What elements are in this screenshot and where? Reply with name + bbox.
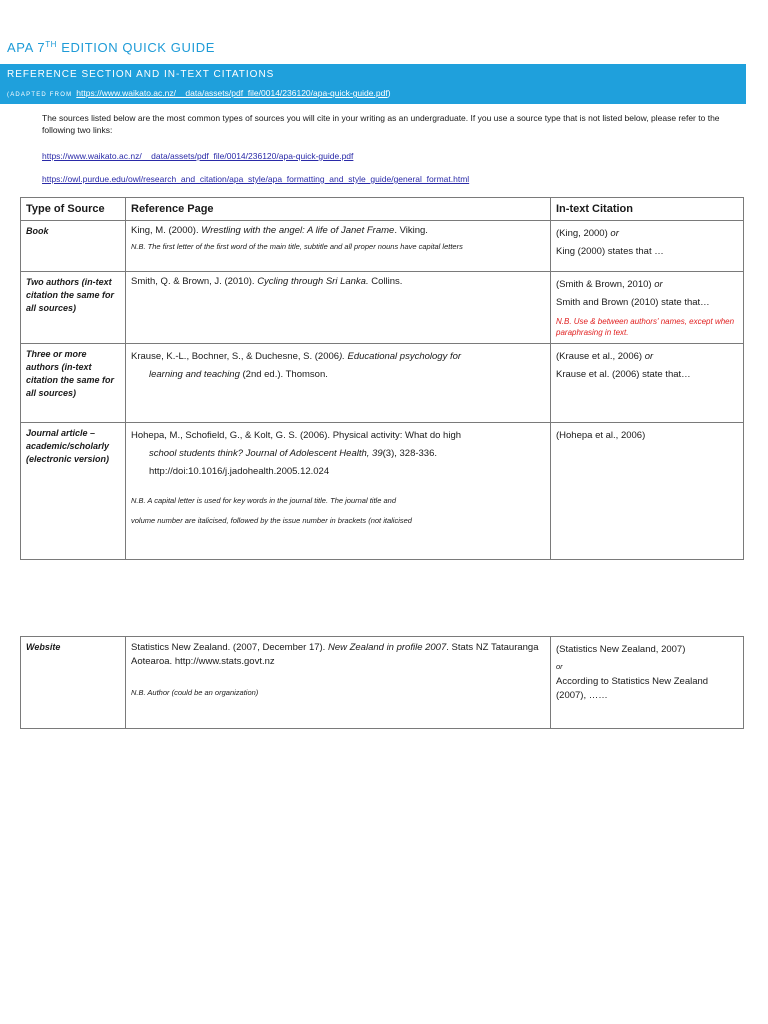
ref-text: (3), 328-336.: [382, 448, 438, 459]
type-cell: Book: [21, 221, 126, 272]
waikato-link[interactable]: https://www.waikato.ac.nz/__data/assets/pdf_file/0014/236120/apa-quick-guide.pdf: [42, 151, 354, 161]
citation-text: According to Statistics New Zealand (2007), ……: [556, 676, 709, 701]
section-banner: [0, 64, 746, 104]
ref-title: New Zealand in profile 2007: [327, 642, 447, 653]
citation-text: King (2000) states that …: [556, 246, 664, 257]
table-row-two-authors: [21, 272, 744, 344]
citation-cell: [551, 221, 744, 272]
ref-text: . Viking.: [394, 225, 428, 236]
citation-text: (Smith & Brown, 2010): [556, 279, 655, 290]
ref-doi: http://doi:10.1016/j.jadohealth.2005.12.024: [149, 466, 330, 477]
citation-text: Krause et al. (2006) state that…: [556, 369, 691, 380]
banner-source: [7, 88, 391, 98]
citation-text: (King, 2000): [556, 228, 611, 239]
page-title: [7, 40, 215, 55]
adapted-link[interactable]: https://www.waikato.ac.nz/__data/assets/pdf_file/0014/236120/apa-quick-guide.pdf: [76, 88, 388, 98]
citation-text: Smith and Brown (2010) state that…: [556, 297, 710, 308]
citation-cell: [551, 344, 744, 423]
table-row-journal: [21, 423, 744, 560]
type-cell: Two authors (in-text citation the same for all sources): [21, 272, 126, 344]
ref-text: Smith, Q. & Brown, J. (2010).: [131, 276, 258, 287]
table-row-book: [21, 221, 744, 272]
ref-text: (2nd ed.). Thomson.: [239, 369, 328, 380]
citation-table: [20, 197, 744, 560]
adapted-close: ): [387, 88, 391, 98]
title-rest: EDITION QUICK GUIDE: [57, 40, 215, 55]
ref-text: Krause, K.-L., Bochner, S., & Duchesne, S. (2006: [131, 351, 340, 362]
intro-text: The sources listed below are the most common types of sources you will cite in your writing as an undergraduate. If you use a source type that is not listed below, please refer to the following two links:: [42, 113, 720, 135]
type-cell: Website: [21, 637, 126, 729]
ref-text: Hohepa, M., Schofield, G., & Kolt, G. S. (2006). Physical activity: What do high: [131, 430, 462, 441]
ref-text: Collins.: [368, 276, 403, 287]
ref-text: school students think: [149, 448, 238, 459]
citation-cell: [551, 423, 744, 560]
note: N.B. A capital letter is used for key words in the journal title. The journal title and: [131, 496, 396, 505]
citation-text: (Hohepa et al., 2006): [556, 430, 646, 441]
reference-cell: [126, 637, 551, 729]
banner-title: REFERENCE SECTION AND IN-TEXT CITATIONS: [7, 69, 275, 80]
citation-cell: [551, 272, 744, 344]
citation-cell: [551, 637, 744, 729]
ref-title: ). Educational psychology for: [339, 351, 462, 362]
note: N.B. Author (could be an organization): [131, 688, 259, 697]
red-note: N.B. Use & between authors' names, except when paraphrasing in text.: [556, 317, 735, 337]
purdue-owl-link[interactable]: https://owl.purdue.edu/owl/research_and_citation/apa_style/apa_formatting_and_style_guide/general_format.html: [42, 174, 470, 184]
reference-cell: [126, 344, 551, 423]
reference-cell: [126, 272, 551, 344]
type-cell: Journal article – academic/scholarly (electronic version): [21, 423, 126, 560]
header-in-text-citation: In-text Citation: [551, 198, 744, 221]
citation-text: (Krause et al., 2006): [556, 351, 645, 362]
reference-cell: [126, 423, 551, 560]
header-reference-page: Reference Page: [126, 198, 551, 221]
ref-journal: ? Journal of Adolescent Health, 39: [237, 448, 383, 459]
or-text: or: [556, 662, 563, 671]
title-main: APA 7: [7, 40, 46, 55]
adapted-label: (ADAPTED FROM: [7, 92, 73, 98]
website-table: [20, 636, 744, 729]
header-type-of-source: Type of Source: [21, 198, 126, 221]
type-cell: Three or more authors (in-text citation the same for all sources): [21, 344, 126, 423]
ref-title: Wrestling with the angel: A life of Janet Frame: [201, 225, 395, 236]
ref-text: Statistics New Zealand. (2007, December 17).: [131, 642, 328, 653]
note: N.B. The first letter of the first word of the main title, subtitle and all proper nouns have capital letters: [131, 242, 463, 251]
table-header-row: [21, 198, 744, 221]
or-text: or: [654, 279, 663, 290]
ref-text: . Stats NZ Tatauranga Aotearoa. http://www.stats.govt.nz: [131, 642, 539, 667]
citation-text: (Statistics New Zealand, 2007): [556, 644, 686, 655]
title-superscript: TH: [45, 40, 58, 49]
table-row-website: [21, 637, 744, 729]
ref-text: King, M. (2000).: [131, 225, 202, 236]
or-text: or: [644, 351, 654, 362]
ref-title: learning and teaching: [149, 369, 240, 380]
reference-cell: [126, 221, 551, 272]
note: volume number are italicised, followed by the issue number in brackets (not italicised: [131, 516, 412, 525]
ref-title: Cycling through Sri Lanka.: [257, 276, 369, 287]
or-text: or: [610, 228, 619, 239]
table-row-three-authors: [21, 344, 744, 423]
